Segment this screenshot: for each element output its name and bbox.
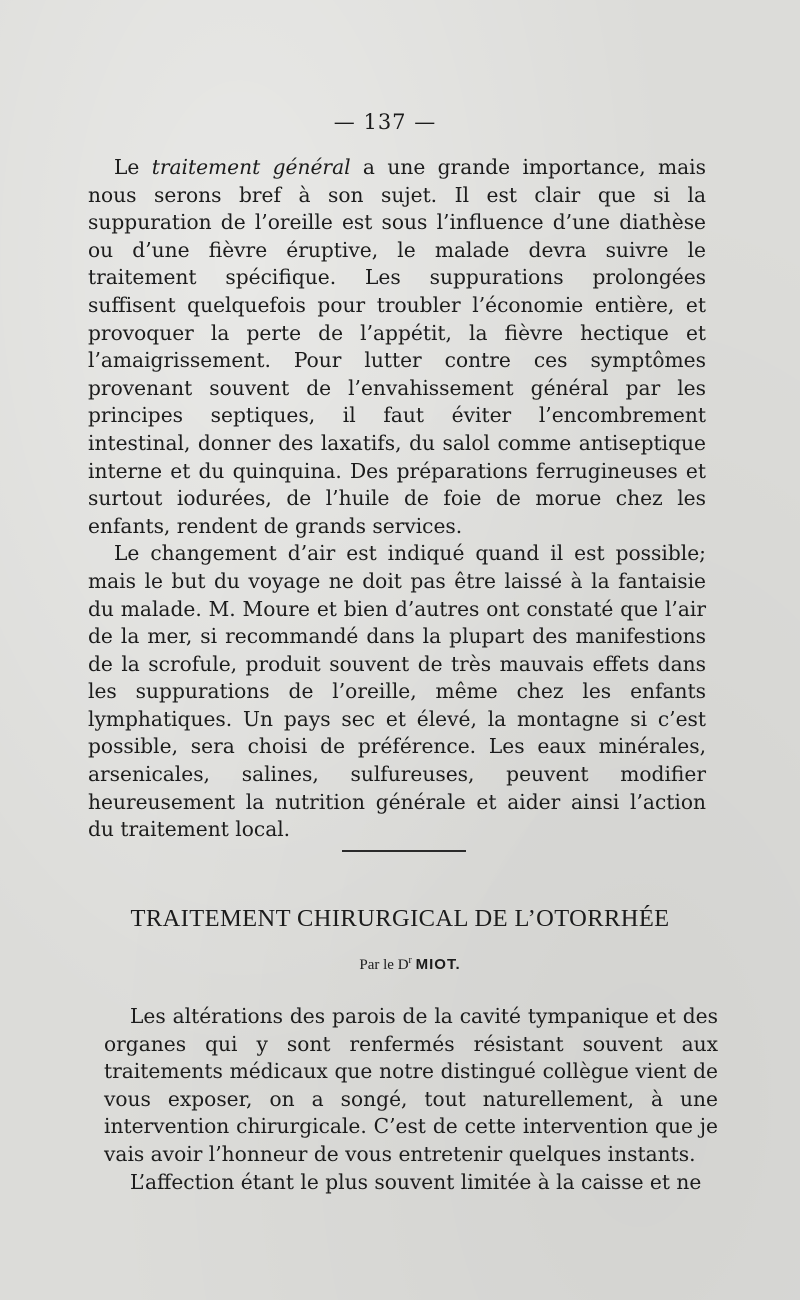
emphasis-traitement-general: traitement général — [151, 155, 351, 179]
section-divider — [342, 850, 466, 852]
paragraph-change-of-air: Le changement d’air est indiqué quand il est possible; mais le but du voyage ne doit pas être laissé à la fantaisie du malade. M. Moure et bien d’autres ont constaté que l’air de la mer, si recommandé dans la plupart des manifestions de la scrofule, produit souvent de très mauvais effets dans les suppurations de l’oreille, même chez les enfants lymphatiques. Un pays sec et élevé, la montagne si c’est possible, sera choisi de préférence. Les eaux minérales, arsenicales, salines, sulfureuses, peuvent modifier heureusement la nutrition générale et aider ainsi l’action du traitement local. — [88, 541, 706, 842]
paragraph-alterations: Les altérations des parois de la cavité tympanique et des organes qui y sont renfermés résistant souvent aux traitements médicaux que notre distingué collègue vient de vous exposer, on a songé, tout naturellement, à une intervention chirurgicale. C’est de cette intervention que je vais avoir l’honneur de vous entretenir quelques instants. — [104, 1004, 718, 1166]
section-general-treatment — [88, 154, 706, 844]
author-byline — [0, 955, 800, 974]
paragraph-text: a une grande importance, mais nous serons bref à son sujet. Il est clair que si la suppuration de l’oreille est sous l’influence d’une diathèse ou d’une fièvre éruptive, le malade devra suivre le traitement spécifique. Les suppurations prolongées suffisent quelquefois pour troubler l’économie entière, et provoquer la perte de l’appétit, la fièvre hectique et l’amaigrissement. Pour lutter contre ces symptômes provenant souvent de l’envahissement général par les principes septiques, il faut éviter l’encombrement intestinal, donner des laxatifs, du salol comme antiseptique interne et du quinquina. Des préparations ferrugineuses et surtout iodurées, de l’huile de foie de morue chez les enfants, rendent de grands services. — [88, 155, 706, 538]
section-surgical-treatment — [104, 1003, 718, 1196]
byline-superscript: r — [408, 955, 412, 966]
page-number: — 137 — — [333, 110, 437, 134]
author-name: MIOT. — [415, 956, 461, 973]
byline-prefix: Par le D — [359, 957, 409, 973]
paragraph-affection: L’affection étant le plus souvent limitée à la caisse et ne — [130, 1169, 702, 1194]
section-heading: TRAITEMENT CHIRURGICAL DE L’OTORRHÉE — [130, 905, 670, 932]
paragraph-intro: Le — [114, 155, 152, 179]
paragraph-general-treatment — [88, 154, 706, 540]
